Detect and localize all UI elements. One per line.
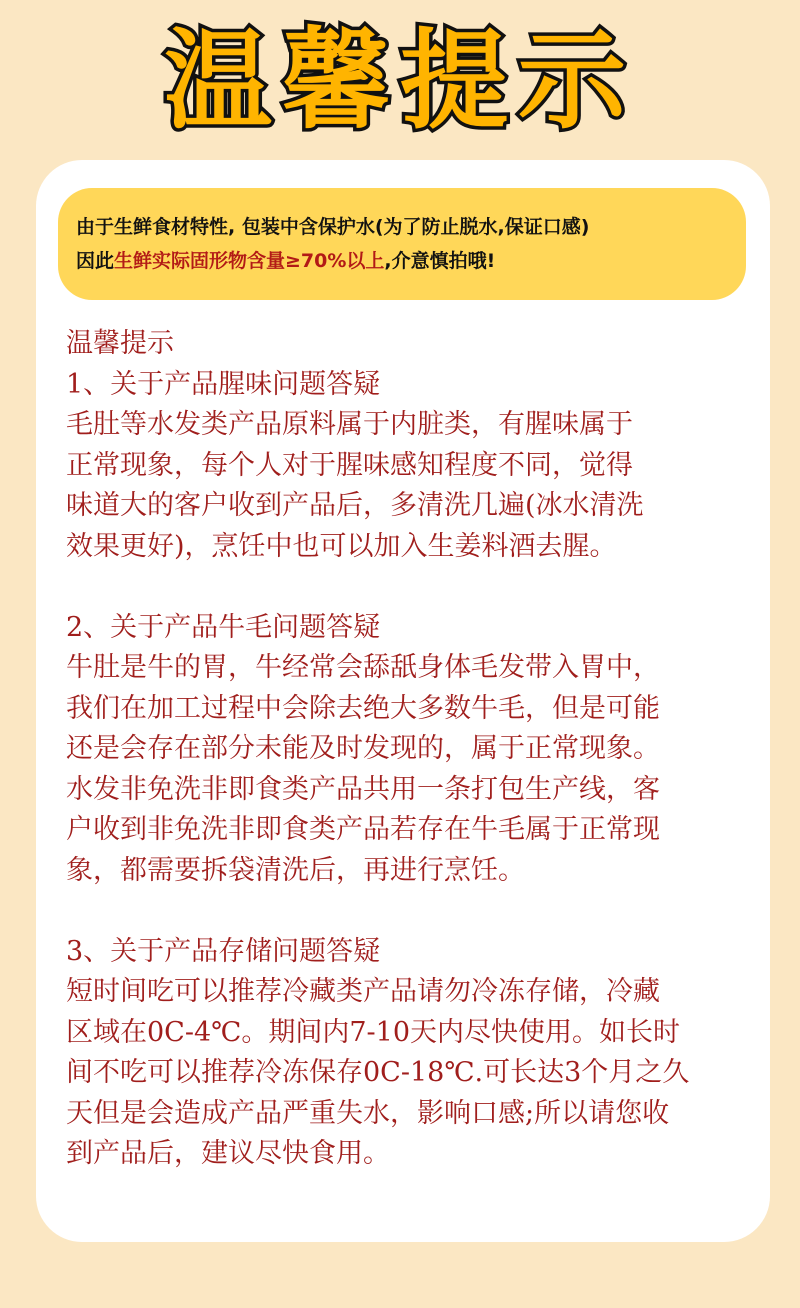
section-1-line: 正常现象，每个人对于腥味感知程度不同，觉得 — [66, 449, 633, 481]
section-2-line: 我们在加工过程中会除去绝大多数牛毛，但是可能 — [66, 692, 660, 724]
tips-content — [66, 324, 756, 1175]
section-1-line: 味道大的客户收到产品后，多清洗几遍(冰水清洗 — [66, 490, 644, 521]
notice-line-2-prefix: 因此 — [76, 250, 115, 272]
section-1-line: 效果更好)，烹饪中也可以加入生姜料酒去腥。 — [66, 530, 617, 562]
section-spacer — [66, 891, 756, 932]
tips-heading: 温馨提示 — [66, 328, 174, 359]
section-2-line: 牛肚是牛的胃，牛经常会舔舐身体毛发带入胃中， — [66, 652, 660, 683]
section-3-title: 3、关于产品存储问题答疑 — [66, 935, 381, 967]
notice-line-2-suffix: ,介意慎拍哦! — [384, 250, 496, 272]
notice-line-1: 由于生鲜食材特性, 包装中含保护水(为了防止脱水,保证口感) — [76, 216, 590, 238]
section-2-line: 象，都需要拆袋清洗后，再进行烹饪。 — [66, 854, 525, 886]
page-title: 温馨提示 — [163, 19, 636, 144]
notice-banner — [58, 188, 746, 300]
notice-highlight: 生鲜实际固形物含量≥70%以上 — [114, 250, 385, 272]
section-3-line: 到产品后，建议尽快食用。 — [66, 1138, 390, 1169]
section-2-line: 水发非免洗非即食类产品共用一条打包生产线，客 — [66, 773, 660, 805]
section-2-line: 户收到非免洗非即食类产品若存在牛毛属于正常现 — [66, 814, 660, 845]
section-spacer — [66, 567, 756, 608]
section-3-line: 间不吃可以推荐冷冻保存0C-18℃.可长达3个月之久 — [66, 1057, 690, 1088]
section-3-line: 天但是会造成产品严重失水，影响口感;所以请您收 — [66, 1097, 670, 1129]
section-3-line: 区域在0C-4℃。期间内7-10天内尽快使用。如长时 — [66, 1016, 680, 1048]
section-2-title: 2、关于产品牛毛问题答疑 — [66, 611, 381, 643]
section-1-title: 1、关于产品腥味问题答疑 — [66, 368, 381, 400]
section-1-line: 毛肚等水发类产品原料属于内脏类，有腥味属于 — [66, 409, 633, 440]
section-2-line: 还是会存在部分未能及时发现的，属于正常现象。 — [66, 733, 660, 764]
section-3-line: 短时间吃可以推荐冷藏类产品请勿冷冻存储，冷藏 — [66, 976, 660, 1007]
notice-line-2 — [76, 244, 746, 278]
